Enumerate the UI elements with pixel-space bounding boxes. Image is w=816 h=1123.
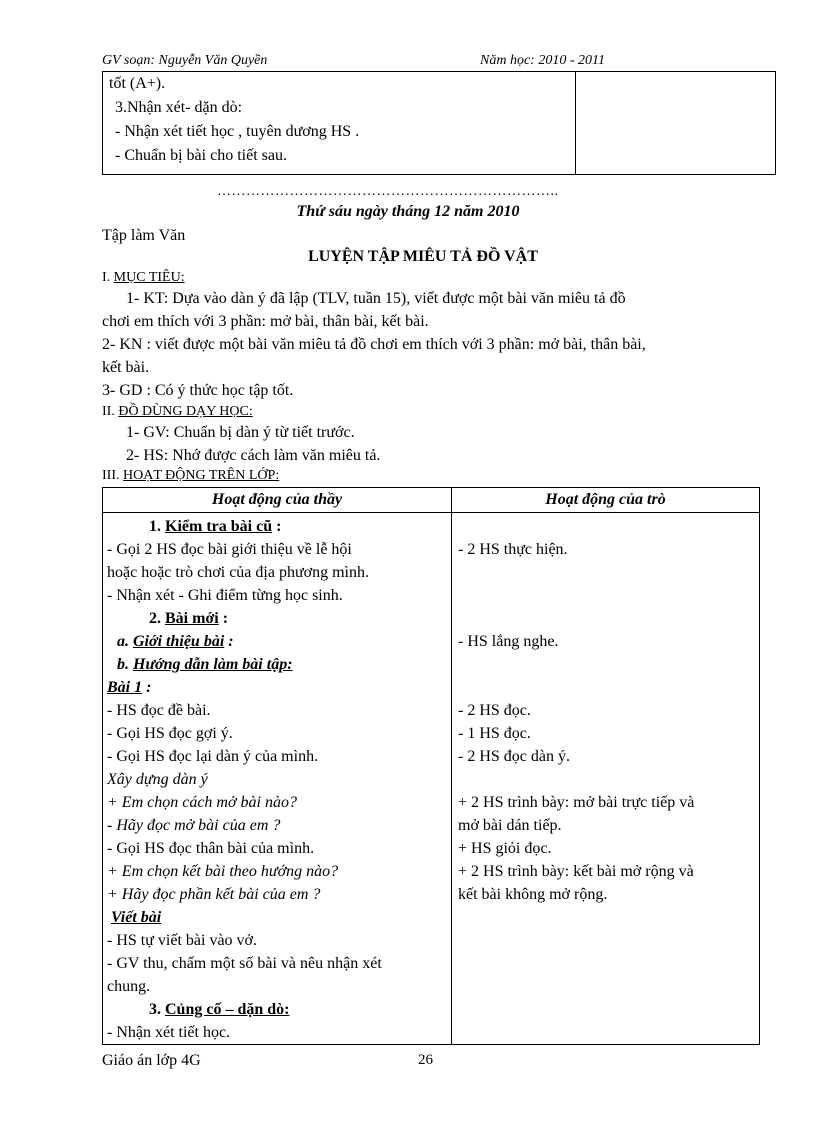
- teacher-step: - Hãy đọc mở bài của em ?: [107, 817, 281, 834]
- teacher-step: - Gọi HS đọc gợi ý.: [107, 725, 233, 742]
- student-step: + 2 HS trình bày: mở bài trực tiếp và: [458, 794, 695, 811]
- teacher-step: - GV thu, chấm một số bài và nêu nhận xét: [107, 955, 382, 972]
- activities-table: [102, 487, 760, 1045]
- teacher-step: + Hãy đọc phần kết bài của em ?: [107, 886, 321, 903]
- student-step: kết bài không mở rộng.: [458, 886, 608, 903]
- continuation-table: [102, 71, 776, 175]
- teacher-step: + Em chọn cách mở bài nào?: [107, 794, 297, 811]
- continuation-teacher-cell: [103, 72, 576, 175]
- student-step: + HS giỏi đọc.: [458, 840, 552, 857]
- continuation-line: - Chuẩn bị bài cho tiết sau.: [115, 147, 287, 164]
- column-header-teacher: Hoạt động của thầy: [103, 488, 452, 513]
- teacher-step: - Gọi HS đọc thân bài của mình.: [107, 840, 315, 857]
- footer-class-label: Giáo án lớp 4G: [102, 1052, 201, 1069]
- activities-heading: III. HOẠT ĐỘNG TRÊN LỚP:: [102, 468, 280, 483]
- student-step: mở bài dán tiếp.: [458, 817, 562, 834]
- teacher-step: + Em chọn kết bài theo hướng nào?: [107, 863, 339, 880]
- section-new-lesson: 2. Bài mới :: [149, 610, 229, 627]
- teacher-step: - Gọi 2 HS đọc bài giới thiệu về lễ hội: [107, 541, 352, 558]
- objectives-heading: I. MỤC TIÊU:: [102, 270, 185, 285]
- continuation-line: 3.Nhận xét- dặn dò:: [115, 99, 243, 116]
- subject: Tập làm Văn: [102, 227, 186, 244]
- materials-heading: II. ĐỒ DÙNG DẠY HỌC:: [102, 404, 253, 419]
- student-step: - 1 HS đọc.: [458, 725, 531, 742]
- teacher-step: Xây dựng dàn ý: [107, 771, 208, 788]
- continuation-student-cell: [576, 72, 776, 175]
- objective-knowledge-cont: chơi em thích với 3 phần: mở bài, thân bài, kết bài.: [102, 313, 429, 330]
- exercise-1-label: Bài 1 :: [107, 679, 152, 696]
- teacher-activities-cell: [103, 513, 452, 1045]
- materials-students: 2- HS: Nhớ được cách làm văn miêu tả.: [126, 447, 381, 464]
- teacher-step: chung.: [107, 978, 151, 995]
- lesson-title: LUYỆN TẬP MIÊU TẢ ĐỒ VẬT: [308, 248, 538, 265]
- teacher-step: - HS tự viết bài vào vở.: [107, 932, 257, 949]
- materials-teacher: 1- GV: Chuẩn bị dàn ý từ tiết trước.: [126, 424, 355, 441]
- column-header-student: Hoạt động của trò: [452, 488, 760, 513]
- teacher-step: - HS đọc đề bài.: [107, 702, 211, 719]
- objective-knowledge: 1- KT: Dựa vào dàn ý đã lập (TLV, tuần 15), viết được một bài văn miêu tả đồ: [126, 290, 626, 307]
- student-step: - 2 HS thực hiện.: [458, 541, 568, 558]
- section-review: 1. Kiểm tra bài cũ :: [149, 518, 282, 535]
- teacher-name: GV soạn: Nguyễn Văn Quyền: [102, 53, 268, 68]
- objective-skill-cont: kết bài.: [102, 359, 150, 376]
- student-step: - 2 HS đọc dàn ý.: [458, 748, 570, 765]
- school-year: Năm học: 2010 - 2011: [480, 53, 605, 68]
- objective-skill: 2- KN : viết được một bài văn miêu tả đồ chơi em thích với 3 phần: mở bài, thân bài,: [102, 336, 646, 353]
- continuation-line: - Nhận xét tiết học , tuyên dương HS .: [115, 123, 360, 140]
- date-line: Thứ sáu ngày tháng 12 năm 2010: [296, 203, 520, 220]
- page-number: 26: [418, 1052, 433, 1068]
- teacher-step: - Nhận xét - Ghi điểm từng học sinh.: [107, 587, 343, 604]
- sub-introduction: a. Giới thiệu bài :: [117, 633, 234, 650]
- teacher-step: - Gọi HS đọc lại dàn ý của mình.: [107, 748, 319, 765]
- teacher-step: hoặc hoặc trò chơi của địa phương mình.: [107, 564, 369, 581]
- student-step: + 2 HS trình bày: kết bài mở rộng và: [458, 863, 694, 880]
- objective-attitude: 3- GD : Có ý thức học tập tốt.: [102, 382, 294, 399]
- sub-guidance: b. Hướng dẫn làm bài tập:: [117, 656, 293, 673]
- student-step: - HS lắng nghe.: [458, 633, 559, 650]
- student-step: - 2 HS đọc.: [458, 702, 531, 719]
- writing-label: Viết bài: [111, 909, 162, 926]
- continuation-line: tốt (A+).: [109, 75, 166, 92]
- separator-dots: ……………………………………………………………..: [217, 184, 559, 199]
- teacher-step: - Nhận xét tiết học.: [107, 1024, 231, 1041]
- student-activities-cell: [452, 513, 760, 1045]
- section-wrap-up: 3. Củng cố – dặn dò:: [149, 1001, 290, 1018]
